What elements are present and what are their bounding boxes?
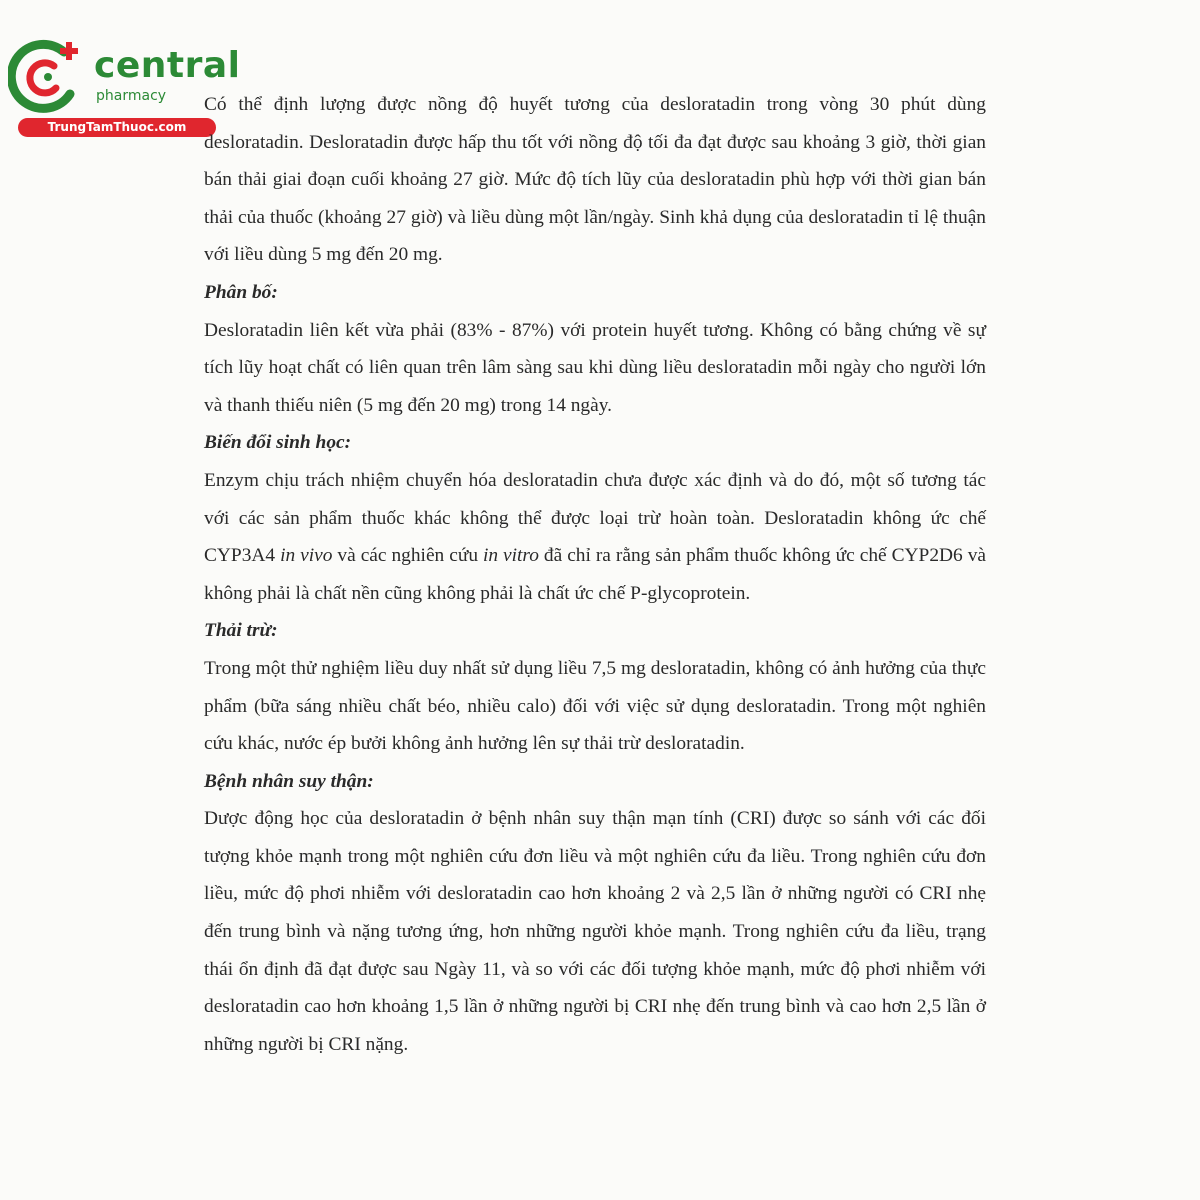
brand-website-badge: TrungTamThuoc.com [18, 118, 216, 137]
renal-impairment-heading: Bệnh nhân suy thận: [204, 770, 374, 792]
biotransformation-text-2: và các nghiên cứu [332, 545, 483, 567]
brand-subtitle: pharmacy [96, 88, 167, 104]
elimination-paragraph: Trong một thử nghiệm liều duy nhất sử dụng liều 7,5 mg desloratadin, không có ảnh hưởng của thực phẩm (bữa sáng nhiều chất béo, nhiều calo) đối với việc sử dụng desloratadin. Trong một nghiên cứu khác, nước ép bưởi không ảnh hưởng lên sự thải trừ desloratadin. [204, 657, 986, 755]
document-body [204, 86, 986, 1063]
biotransformation-text-3: đã chỉ ra rằng sản phẩm thuốc không ức chế CYP2D6 và không phải là chất nền cũng không phải là chất ức chế P-glycoprotein. [204, 545, 986, 604]
distribution-paragraph: Desloratadin liên kết vừa phải (83% - 87%) với protein huyết tương. Không có bằng chứng về sự tích lũy hoạt chất có liên quan trên lâm sàng sau khi dùng liều desloratadin mỗi ngày cho người lớn và thanh thiếu niên (5 mg đến 20 mg) trong 14 ngày. [204, 319, 986, 416]
distribution-heading: Phân bố: [204, 281, 278, 303]
brand-name: central [94, 45, 241, 86]
central-pharmacy-logo[interactable] [8, 38, 241, 138]
biotransformation-text-1: Enzym chịu trách nhiệm chuyển hóa desloratadin chưa được xác định và do đó, một số tương tác với các sản phẩm thuốc khác không thể được loại trừ hoàn toàn. Desloratadin không ức chế CYP3A4 [204, 469, 986, 567]
in-vivo-term: in vivo [280, 545, 333, 567]
biotransformation-heading: Biến đổi sinh học: [204, 432, 352, 454]
intro-paragraph: Có thể định lượng được nồng độ huyết tương của desloratadin trong vòng 30 phút dùng desloratadin. Desloratadin được hấp thu tốt với nồng độ tối đa đạt được sau khoảng 3 giờ, thời gian bán thải giai đoạn cuối khoảng 27 giờ. Mức độ tích lũy của desloratadin phù hợp với thời gian bán thải của thuốc (khoảng 27 giờ) và liều dùng một lần/ngày. Sinh khả dụng của desloratadin tỉ lệ thuận với liều dùng 5 mg đến 20 mg. [204, 94, 986, 266]
elimination-heading: Thải trừ: [204, 620, 278, 642]
biotransformation-paragraph [204, 462, 986, 612]
in-vitro-term: in vitro [483, 545, 539, 567]
pharmacy-c-cross-icon [8, 38, 88, 118]
renal-impairment-paragraph: Dược động học của desloratadin ở bệnh nhân suy thận mạn tính (CRI) được so sánh với các đối tượng khỏe mạnh trong một nghiên cứu đơn liều và một nghiên cứu đa liều. Trong nghiên cứu đơn liều, mức độ phơi nhiễm với desloratadin cao hơn khoảng 2 và 2,5 lần ở những người có CRI nhẹ đến trung bình và nặng tương ứng, hơn những người khỏe mạnh. Trong nghiên cứu đa liều, trạng thái ổn định đã đạt được sau Ngày 11, và so với các đối tượng khỏe mạnh, mức độ phơi nhiễm với desloratadin cao hơn khoảng 1,5 lần ở những người bị CRI nhẹ đến trung bình và cao hơn 2,5 lần ở những người bị CRI nặng. [204, 808, 986, 1055]
